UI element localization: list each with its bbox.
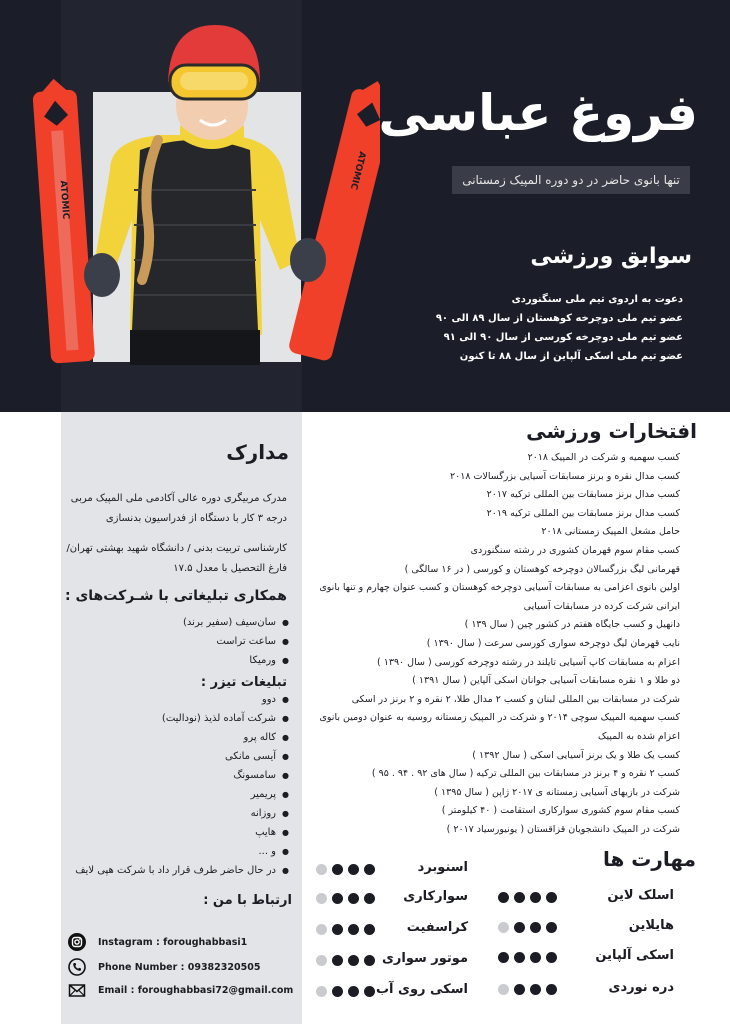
skill-dot-filled xyxy=(498,952,509,963)
collaboration-list xyxy=(69,613,289,670)
skill-dot-empty xyxy=(316,893,327,904)
skill-dot-filled xyxy=(332,924,343,935)
achievement-item: حامل مشعل المپیک زمستانی ۲۰۱۸ xyxy=(541,526,680,538)
achievement-item: کسب یک طلا و یک برنز آسیایی اسکی ( سال ۱۳۹۲ ) xyxy=(472,749,680,761)
collaboration-title: همکاری تبلیغاتی با شـرکت‌های : xyxy=(65,588,287,604)
skill-label: اسلک لاین xyxy=(607,888,674,903)
skill-level xyxy=(498,922,557,933)
skill-dot-filled xyxy=(530,892,541,903)
ads-item: ● دوو xyxy=(69,690,289,709)
email-icon xyxy=(68,981,86,999)
contact-instagram[interactable] xyxy=(68,931,298,953)
ads-item: ● در حال حاضر طرف قرار داد با شرکت هپی لایف xyxy=(69,861,289,880)
achievement-item: نایب قهرمان لیگ دوچرخه سواری کورسی سرعت ( سال ۱۳۹۰ ) xyxy=(426,637,680,649)
skill-dot-filled xyxy=(546,952,557,963)
skill-dot-filled xyxy=(546,922,557,933)
achievement-item: کسب مدال برنز مسابقات بین المللی ترکیه ۲۰۱۷ xyxy=(486,489,680,501)
skill-level xyxy=(316,955,375,966)
tagline: تنها بانوی حاضر در دو دوره المپیک زمستانی xyxy=(452,166,690,194)
skill-dot-empty xyxy=(316,986,327,997)
svg-text:ATOMIC: ATOMIC xyxy=(57,180,71,220)
collaboration-item: ● ساعت تراست xyxy=(69,632,289,651)
skill-row xyxy=(316,951,468,971)
ads-item: ● کاله پرو xyxy=(69,728,289,747)
documents-list xyxy=(57,489,287,589)
phone-icon xyxy=(68,958,86,976)
skill-level xyxy=(498,952,557,963)
skill-dot-filled xyxy=(514,952,525,963)
skill-label: دره نوردی xyxy=(608,980,674,995)
ads-item: ● شرکت آماده لذیذ (نودالیت) xyxy=(69,709,289,728)
skill-dot-empty xyxy=(498,984,509,995)
skill-row xyxy=(316,889,468,909)
record-item: دعوت به اردوی تیم ملی سنگنوردی xyxy=(511,294,683,305)
skill-row xyxy=(498,980,674,1000)
achievement-item: شرکت در بازیهای آسیایی زمستانه ی ۲۰۱۷ ژاپن ( سال ۱۳۹۵ ) xyxy=(434,786,680,798)
header-section xyxy=(0,0,730,412)
achievement-item: شرکت در المپیک دانشجویان قزاقستان ( یونیورسیاد ۲۰۱۷ ) xyxy=(446,823,680,835)
instagram-icon xyxy=(68,933,86,951)
skill-dot-filled xyxy=(514,922,525,933)
achievement-item: کسب مدال برنز مسابقات بین المللی ترکیه ۲۰۱۹ xyxy=(486,507,680,519)
skill-label: اسکی روی آب xyxy=(375,982,468,997)
skill-dot-filled xyxy=(348,864,359,875)
ads-list xyxy=(69,690,289,880)
achievement-item: اولین بانوی اعزامی به مسابقات آسیایی دوچرخه کوهستان و کسب عنوان چهارم و تنها بانوی ایرانی شرکت کرده در مسابقات آسیایی xyxy=(319,582,680,612)
skill-dot-filled xyxy=(364,986,375,997)
record-item: عضو تیم ملی دوچرخه کورسی از سال ۹۰ الی ۹۱ xyxy=(443,332,683,343)
skill-dot-empty xyxy=(316,924,327,935)
skill-row xyxy=(498,948,674,968)
skill-dot-filled xyxy=(498,892,509,903)
skill-level xyxy=(316,986,375,997)
skill-dot-filled xyxy=(348,924,359,935)
skill-label: کراسفیت xyxy=(406,920,468,935)
skill-row xyxy=(316,920,468,940)
skills-title: مهارت ها xyxy=(602,847,696,871)
achievement-item: کسب سهمیه و شرکت در المپیک ۲۰۱۸ xyxy=(527,452,680,463)
achievement-item: قهرمانی لیگ بزرگسالان دوچرخه کوهستان و کورسی ( در ۱۶ سالگی ) xyxy=(404,563,680,575)
achievement-item: دانهیل و کسب جایگاه هفتم در کشور چین ( سال ۱۳۹ ) xyxy=(464,619,680,631)
collaboration-item: ● ورمیکا xyxy=(69,651,289,670)
achievement-item: کسب مقام سوم کشوری سوارکاری استقامت ( ۴۰ کیلومتر ) xyxy=(441,805,680,817)
skill-dot-filled xyxy=(514,984,525,995)
skill-dot-filled xyxy=(364,924,375,935)
skill-dot-empty xyxy=(316,955,327,966)
skill-label: هایلاین xyxy=(628,918,674,933)
document-item: کارشناسی تربیت بدنی / دانشگاه شهید بهشتی تهران/ فارغ التحصیل با معدل ۱۷.۵ xyxy=(66,543,287,574)
achievement-item: کسب مقام سوم قهرمان کشوری در رشته سنگنوردی xyxy=(470,544,680,556)
svg-text:ATOMIC: ATOMIC xyxy=(347,150,367,191)
achievement-item: اعزام به مسابقات کاپ آسیایی تایلند در رشته دوچرخه کورسی ( سال ۱۳۹۰ ) xyxy=(377,656,680,668)
skill-dot-filled xyxy=(530,984,541,995)
records-list xyxy=(383,290,683,366)
achievement-item: کسب ۲ نقره و ۴ برنز در مسابقات بین المللی ترکیه ( سال های ۹۲ . ۹۴ . ۹۵ ) xyxy=(371,768,680,780)
skill-dot-filled xyxy=(332,893,343,904)
skill-row xyxy=(498,918,674,938)
phone-text: Phone Number : 09382320505 xyxy=(98,961,261,973)
skill-row xyxy=(316,982,468,1002)
record-item: عضو تیم ملی دوچرخه کوهستان از سال ۸۹ الی ۹۰ xyxy=(435,313,683,324)
achievement-item: دو طلا و ۱ نقره مسابقات آسیایی جوانان اسکی آلپاین ( سال ۱۳۹۱ ) xyxy=(412,675,680,687)
contact-title: ارتباط با من : xyxy=(203,893,292,908)
achievement-item: کسب مدال نقره و برنز مسابقات آسیایی بزرگسالات ۲۰۱۸ xyxy=(450,470,680,482)
skill-row xyxy=(498,888,674,908)
skill-level xyxy=(498,892,557,903)
records-title: سوابق ورزشی xyxy=(530,244,692,269)
skill-level xyxy=(498,984,557,995)
achievement-item: کسب سهمیه المپیک سوچی ۲۰۱۴ و شرکت در المپیک زمستانه روسیه به عنوان دومین بانوی اعزام شده به المپیک xyxy=(319,712,680,742)
contact-email[interactable] xyxy=(68,979,298,1001)
skill-dot-filled xyxy=(348,893,359,904)
ads-item: ● آیسی مانکی xyxy=(69,747,289,766)
skill-dot-filled xyxy=(364,955,375,966)
skill-dot-filled xyxy=(530,952,541,963)
documents-title: مدارک xyxy=(226,440,289,464)
skill-dot-filled xyxy=(364,893,375,904)
achievements-list xyxy=(308,449,680,839)
athlete-photo xyxy=(30,20,380,365)
left-ski xyxy=(32,77,96,363)
email-text: Email : foroughabbasi72@gmail.com xyxy=(98,984,294,996)
skill-level xyxy=(316,864,375,875)
collaboration-item: ● سان‌سیف (سفیر برند) xyxy=(69,613,289,632)
skill-label: موتور سواری xyxy=(381,951,468,966)
skill-dot-filled xyxy=(530,922,541,933)
skill-label: اسکی آلپاین xyxy=(595,948,674,963)
skill-level xyxy=(316,924,375,935)
athlete-name: فروغ عباسی xyxy=(378,84,698,142)
document-item: مدرک مربیگری دوره عالی آکادمی ملی المپیک مربی درجه ۳ کار با دستگاه از فدراسیون بدنسازی xyxy=(70,493,287,524)
skill-level xyxy=(316,893,375,904)
skill-dot-filled xyxy=(332,864,343,875)
skill-dot-empty xyxy=(498,922,509,933)
contact-phone[interactable] xyxy=(68,956,298,978)
skill-dot-filled xyxy=(332,955,343,966)
skill-dot-filled xyxy=(546,984,557,995)
achievements-title: افتخارات ورزشی xyxy=(526,419,697,443)
skill-label: اسنوبرد xyxy=(417,860,468,875)
skill-label: سوارکاری xyxy=(403,889,468,904)
achievement-item: شرکت در مسابقات بین المللی لبنان و کسب ۲ مدال طلا، ۲ نقره و ۲ برنز در اسکی xyxy=(351,693,680,705)
skill-dot-filled xyxy=(332,986,343,997)
skill-dot-empty xyxy=(316,864,327,875)
skill-dot-filled xyxy=(546,892,557,903)
ads-item: ● و ... xyxy=(69,842,289,861)
skill-dot-filled xyxy=(514,892,525,903)
ads-item: ● روزانه xyxy=(69,804,289,823)
right-ski xyxy=(288,76,380,362)
ads-item: ● پریمیر xyxy=(69,785,289,804)
skill-dot-filled xyxy=(348,955,359,966)
skill-row xyxy=(316,860,468,880)
ads-title: تبلیغات تیزر : xyxy=(200,675,287,690)
skill-dot-filled xyxy=(364,864,375,875)
ads-item: ● هایپ xyxy=(69,823,289,842)
record-item: عضو تیم ملی اسکی آلپاین از سال ۸۸ تا کنون xyxy=(459,351,683,362)
skill-dot-filled xyxy=(348,986,359,997)
instagram-text: Instagram : foroughabbasi1 xyxy=(98,936,248,948)
ads-item: ● سامسونگ xyxy=(69,766,289,785)
